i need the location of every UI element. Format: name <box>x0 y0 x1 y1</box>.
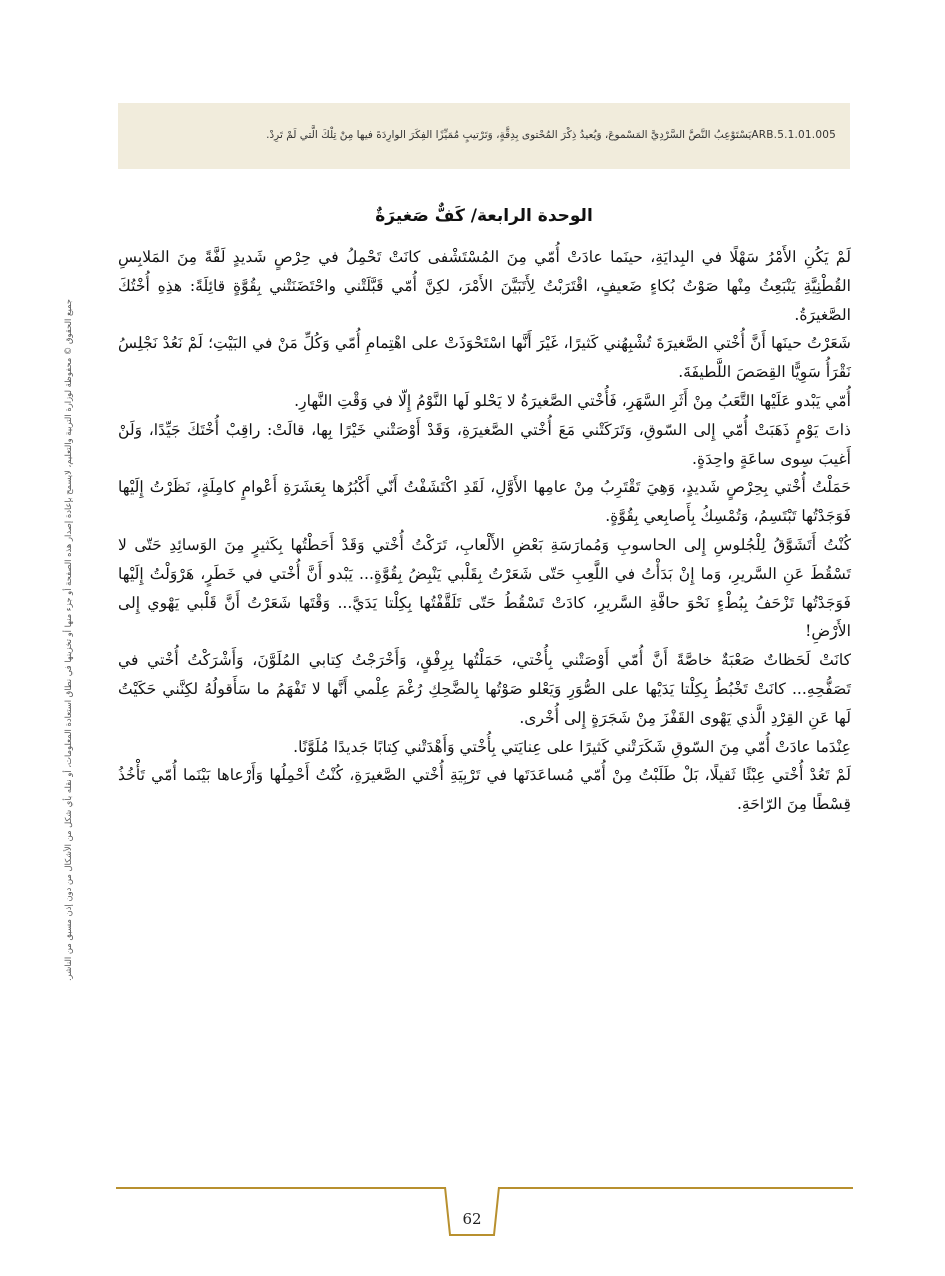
story-paragraph: كانَتْ لَحَظاتٌ صَعْبَةٌ خاصَّةً أَنَّ أُمّي أَوْصَتْني بِأُخْتي، حَمَلْتُها بِرِفْقٍ، وَأَخْرَجْتُ كِتابي المُلَوَّنَ، وَأَشْرَكْتُ أُخْتي في تَصَفُّحِهِ... كانَتْ تَخْبُطُ بِكِلْتا يَدَيْها على الصُّوَرِ وَيَعْلو صَوْتُها بِالضَّحِكِ رُغْمَ عِلْمي أَنَّها لا تَفْهَمُ ما سَأَقولُهُ لكِنَّني حَكَيْتُ لَها عَنِ القِرْدِ الَّذي يَهْوى القَفْزَ مِنْ شَجَرَةٍ إِلى أُخْرى. <box>118 651 851 727</box>
copyright-text: جميع الحقوق © محفوظة لوزارة التربية والتعليم، لايسمح بإعادة إصدار هذه الصفحة أو جزء منها أو تخزينها في نطاق استعادة المعلومات، أو نقله بأي شكل من الأشكال من دون إذن مسبق من الناشر. <box>63 299 73 981</box>
learning-objective <box>118 127 836 143</box>
story-paragraph: ذاتَ يَوْمٍ ذَهَبَتْ أُمّي إِلى السّوقِ، وَتَرَكَتْني مَعَ أُخْتي الصَّغيرَةِ، وَقَدْ أَوْصَتْني خَيْرًا بِها، قالَتْ: راقِبْ أُخْتَكَ جَيِّدًا، وَلَنْ أَغيبَ سِوى ساعَةٍ واحِدَةٍ. <box>118 420 851 468</box>
unit-title: الوحدة الرابعة/ كَفٌّ صَغيرَةٌ <box>375 206 593 226</box>
story-paragraph: شَعَرْتُ حينَها أَنَّ أُخْتي الصَّغيرَةَ تُشْبِهُني كَثيرًا، غَيْرَ أَنَّها اسْتَحْوَذَتْ على اهْتِمامِ أُمّي وَكُلِّ مَنْ في البَيْتِ؛ لَمْ نَعُدْ نَجْلِسُ نَقْرَأُ سَوِيًّا القِصَصَ اللَّطيفَةَ. <box>118 334 851 382</box>
story-paragraph: كُنْتُ أَتَشَوَّقُ لِلْجُلوسِ إِلى الحاسوبِ وَمُمارَسَةِ بَعْضِ الأَلْعابِ، تَرَكْتُ أُخْتي وَقَدْ أَحَطْتُها بِكَثيرٍ مِنَ الوَسائِدِ حَتّى لا تَسْقُطَ عَنِ السَّريرِ، وَما إِنْ بَدَأْتُ في اللَّعِبِ حَتّى شَعَرْتُ بِقَلْبي يَنْبِضُ بِقُوَّةٍ... يَبْدو أَنَّ أُخْتي في خَطَرٍ، هَرْوَلْتُ إِلَيْها فَوَجَدْتُها تَزْحَفُ بِبُطْءٍ نَحْوَ حافَّةِ السَّريرِ، كادَتْ تَسْقُطُ حَتّى تَلَقَّفْتُها بِكِلْتا يَدَيَّ... وَقْتَها شَعَرْتُ أَنَّ قَلْبي يَهْوي إِلى الأَرْضِ! <box>118 535 851 641</box>
objective-code: ARB.5.1.01.005 <box>751 129 836 141</box>
story-paragraph: لَمْ تَعُدْ أُخْتي عِبْئًا ثَقيلًا، بَلْ طَلَبْتُ مِنْ أُمّي مُساعَدَتَها في تَرْبِيَةِ أُخْتي الصَّغيرَةِ، كُنْتُ أَحْمِلُها وَأَرْعاها بَيْنَما أُمّي تَأْخُذُ قِسْطًا مِنَ الرّاحَةِ. <box>118 766 851 814</box>
copyright-notice <box>58 250 78 1030</box>
story-paragraph: أُمّي يَبْدو عَلَيْها التَّعَبُ مِنْ أَثَرِ السَّهَرِ، فَأُخْتي الصَّغيرَةُ لا يَحْلو لَها النَّوْمُ إِلّا في وَقْتِ النَّهارِ. <box>294 391 851 410</box>
story-paragraph: عِنْدَما عادَتْ أُمّي مِنَ السّوقِ شَكَرَتْني كَثيرًا على عِنايَتي بِأُخْتي وَأَهْدَتْني كِتابًا جَديدًا مُلَوَّنًا. <box>293 737 851 756</box>
story-paragraph: حَمَلْتُ أُخْتي بِحِرْصٍ شَديدٍ، وَهِيَ تَقْتَرِبُ مِنْ عامِها الأَوَّلِ، لَقَدِ اكْتَشَفْتُ أَنّي أَكْبُرُها بِعَشَرَةِ أَعْوامٍ كامِلَةٍ، نَظَرْتُ إِلَيْها فَوَجَدْتُها تَبْتَسِمُ، وَتُمْسِكُ بِأَصابِعي بِقُوَّةٍ. <box>118 478 851 526</box>
learning-objective-band <box>118 103 850 169</box>
footer-rule-right <box>498 1187 853 1189</box>
page-number: 62 <box>462 1210 482 1228</box>
story-body <box>118 243 851 819</box>
footer-rule-left <box>116 1187 446 1189</box>
objective-text: يَسْتَوْعِبُ النَّصَّ السَّرْدِيَّ المَسْموعَ، وَيُعيدُ ذِكْرَ المُحْتوى بِدِقَّةٍ، وَتَرْتيبٍ مُمَيِّزًا الفِكَرَ الوارِدَةَ فيها مِنْ تِلْكَ الَّتي لَمْ تَرِدْ. <box>266 129 752 141</box>
story-paragraph: لَمْ يَكُنِ الأَمْرُ سَهْلًا في البِدايَةِ، حينَما عادَتْ أُمّي مِنَ المُسْتَشْفى كانَتْ تَحْمِلُ في حِرْصٍ شَديدٍ لَفَّةً مِنَ المَلابِسِ القُطْنِيَّةِ يَنْبَعِثُ مِنْها صَوْتُ بُكاءٍ ضَعيفٍ، اقْتَرَبْتُ لِأَتَبَيَّنَ الأَمْرَ، لكِنَّ أُمّي قَبَّلَتْني واحْتَضَنَتْني بِقُوَّةٍ قائِلَةً: هذِهِ أُخْتُكَ الصَّغيرَةُ. <box>118 248 851 324</box>
